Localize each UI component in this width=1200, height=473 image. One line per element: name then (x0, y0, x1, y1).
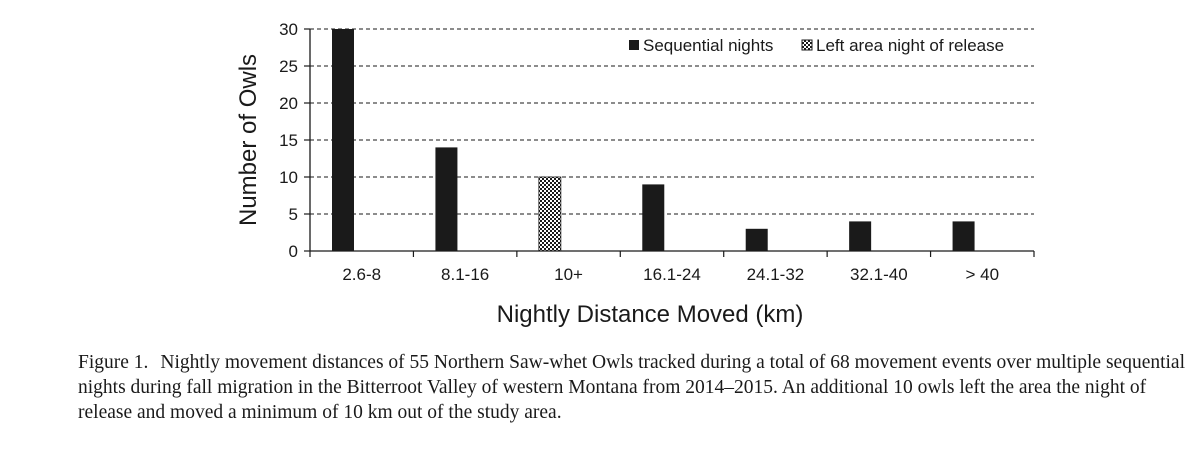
y-tick-label: 20 (279, 94, 298, 113)
x-tick-labels (342, 265, 999, 284)
legend-label-left-area: Left area night of release (816, 36, 1005, 55)
x-axis-title: Nightly Distance Moved (km) (496, 301, 804, 328)
bar-sequential-nights-6 (953, 221, 975, 251)
bar-sequential-nights-5 (849, 221, 871, 251)
x-tick-label: 16.1-24 (643, 265, 701, 284)
y-axis-title: Number of Owls (235, 53, 262, 227)
x-tick-label: 32.1-40 (850, 265, 908, 284)
caption-label: Figure 1. (78, 352, 149, 373)
gridlines (310, 29, 1034, 214)
axes (304, 29, 1034, 257)
y-tick-label: 30 (279, 20, 298, 39)
bar-sequential-nights-1 (435, 147, 457, 251)
x-tick-label: 8.1-16 (441, 265, 490, 284)
bar-left-area-night-of-release-2 (539, 177, 561, 251)
y-tick-label: 25 (279, 57, 298, 76)
x-tick-label: > 40 (965, 265, 1000, 284)
x-tick-label: 2.6-8 (342, 265, 382, 284)
y-tick-label: 5 (288, 205, 298, 224)
caption-text: Nightly movement distances of 55 Northern Saw-whet Owls tracked during a total of 68 movement events over multiple sequential nights during fall migration in the Bitterroot Valley of western Montana from 2014–2015. An additional 10 owls left the area the night of release and moved a minimum of 10 km out of the study area. (78, 352, 1186, 423)
y-tick-label: 0 (288, 242, 298, 261)
legend-swatch-left-area (802, 40, 812, 50)
legend-swatch-sequential (629, 40, 639, 50)
bar-sequential-nights-0 (332, 29, 354, 251)
legend (629, 36, 1004, 55)
y-tick-label: 10 (279, 168, 298, 187)
y-tick-labels (279, 20, 298, 261)
x-tick-label: 10+ (554, 265, 583, 284)
bar-sequential-nights-3 (642, 184, 664, 251)
y-tick-label: 15 (279, 131, 298, 150)
legend-label-sequential: Sequential nights (643, 36, 774, 55)
figure-caption (78, 350, 1198, 425)
bar-sequential-nights-4 (746, 229, 768, 251)
x-tick-label: 24.1-32 (746, 265, 805, 284)
